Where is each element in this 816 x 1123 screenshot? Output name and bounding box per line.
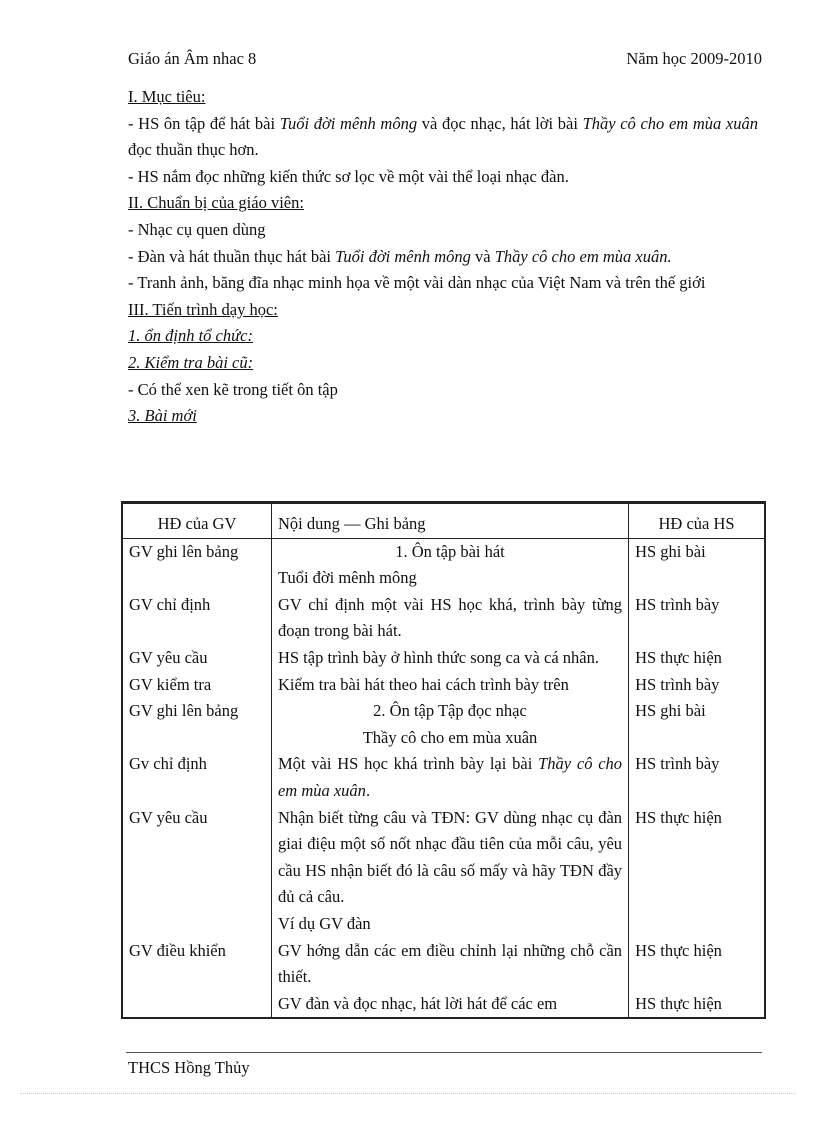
header-teacher-activity: HĐ của GV — [122, 503, 271, 539]
footer-divider — [126, 1052, 762, 1053]
lesson-plan-table — [121, 501, 766, 1019]
step-2-text: - Có thể xen kẽ trong tiết ôn tập — [128, 379, 338, 399]
table-row: GV điều khiển GV hớng dẫn các em điều chỉnh lại những chỗ cần thiết. HS thực hiện — [122, 938, 765, 991]
table-row: GV đàn và đọc nhạc, hát lời hát để các em HS thực hiện — [122, 991, 765, 1019]
header-subject: Giáo án Âm nhac 8 — [128, 49, 257, 68]
page-footer: THCS Hồng Thủy — [128, 1058, 250, 1077]
header-content: Nội dung — Ghi bảng — [271, 503, 628, 539]
section-preparation-title: II. Chuẩn bị của giáo viên: — [128, 193, 304, 213]
page-bottom-dotted-line — [20, 1093, 796, 1094]
preparation-2: - Đàn và hát thuần thục hát bài Tuổi đời mênh mông và Thầy cô cho em mùa xuân. — [128, 246, 672, 266]
table-row: Gv chỉ định Một vài HS học khá trình bày lại bài Thầy cô cho em mùa xuân. HS trình bày — [122, 751, 765, 804]
table-row: GV ghi lên bảng 1. Ôn tập bài hát Tuổi đời mênh mông HS ghi bài — [122, 538, 765, 592]
objective-2: - HS nắm đọc những kiến thức sơ lọc về một vài thể loại nhạc đàn. — [128, 166, 569, 186]
table-row: GV yêu cầu Nhận biết từng câu và TĐN: GV dùng nhạc cụ đàn giai điệu một số nốt nhạc đầu tiên của mỗi câu, yêu cầu HS nhận biết đó là câu số mấy và hãy TĐN đầy đủ cả câu. Ví dụ GV đàn HS thực hiện — [122, 805, 765, 938]
table-row: GV yêu cầu HS tập trình bày ở hình thức song ca và cá nhân. HS thực hiện — [122, 645, 765, 672]
table-row: GV kiểm tra Kiểm tra bài hát theo hai cách trình bày trên HS trình bày — [122, 672, 765, 699]
table-header-row — [122, 503, 765, 539]
header-school-year: Năm học 2009-2010 — [626, 49, 762, 68]
preparation-1: - Nhạc cụ quen dùng — [128, 219, 266, 239]
step-1-title: 1. ổn định tổ chức: — [128, 326, 253, 346]
content-heading: 1. Ôn tập bài hát — [395, 541, 505, 561]
header-student-activity: HĐ của HS — [629, 503, 765, 539]
section-process-title: III. Tiến trình dạy học: — [128, 299, 278, 319]
section-objectives-title: I. Mục tiêu: — [128, 87, 206, 106]
content-heading: 2. Ôn tập Tập đọc nhạc — [373, 701, 527, 721]
table-row: GV chỉ định GV chỉ định một vài HS học khá, trình bày từng đoạn trong bài hát. HS trình bày — [122, 592, 765, 645]
step-3-title: 3. Bài mới — [128, 406, 197, 426]
page-header — [128, 49, 762, 71]
preparation-3: - Tranh ảnh, băng đĩa nhạc minh họa về một vài dàn nhạc của Việt Nam và trên thế giới — [128, 273, 706, 293]
table-row: GV ghi lên bảng 2. Ôn tập Tập đọc nhạc Thầy cô cho em mùa xuân HS ghi bài — [122, 698, 765, 751]
objective-1: - HS ôn tập để hát bài Tuổi đời mênh mông và đọc nhạc, hát lời bài Thầy cô cho em mùa xuân đọc thuần thục hơn. — [128, 113, 758, 160]
step-2-title: 2. Kiểm tra bài cũ: — [128, 352, 254, 372]
lesson-body — [128, 84, 758, 430]
